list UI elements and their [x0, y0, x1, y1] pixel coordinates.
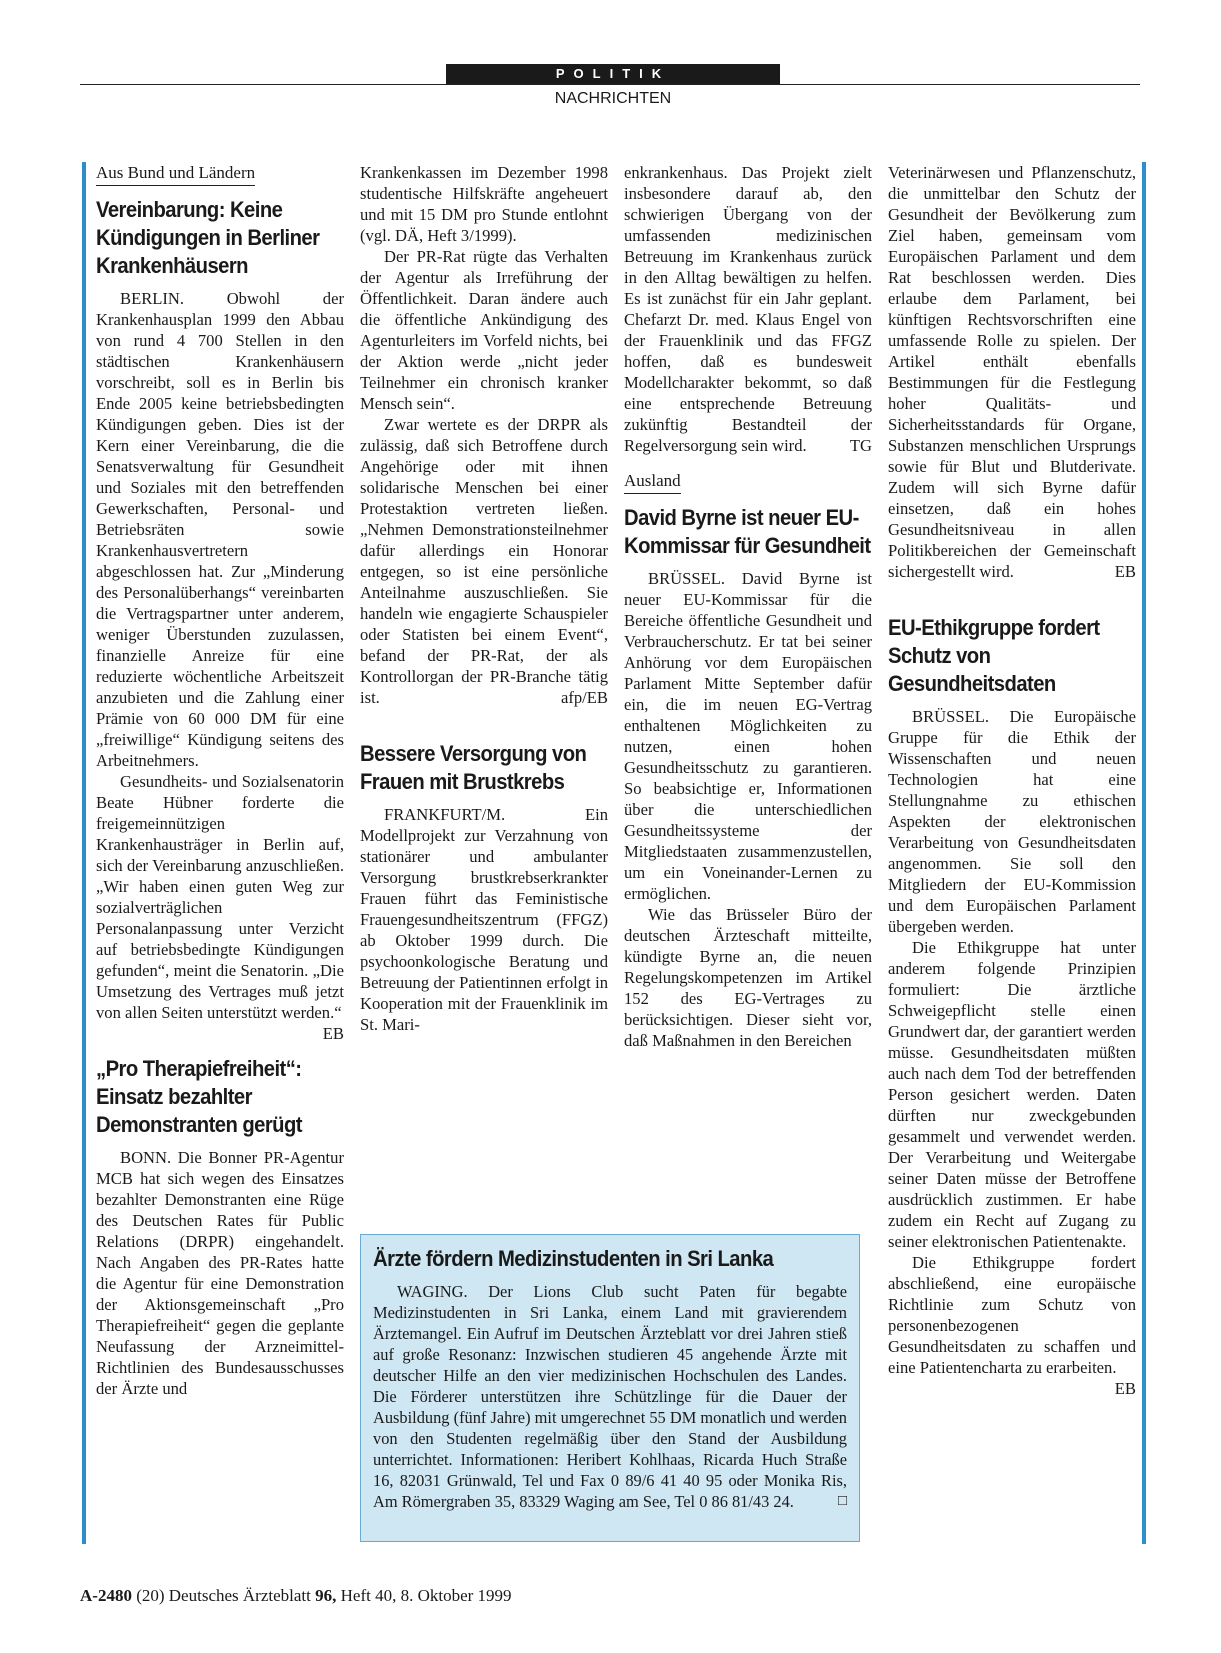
- article-bonn-p3: [360, 414, 608, 708]
- section-label: POLITIK: [446, 64, 780, 84]
- page-number: (20): [136, 1586, 165, 1605]
- signature: TG: [849, 436, 872, 455]
- page-footer: [80, 1586, 512, 1606]
- info-box-title: Ärzte fördern Medizinstudenten in Sri Lanka: [373, 1246, 774, 1271]
- column-4: [888, 162, 1136, 1399]
- info-box-body-text: WAGING. Der Lions Club sucht Paten für begabte Medizinstudenten in Sri Lanka, einem Land mit gravierendem Ärztemangel. Ein Aufruf im Deutschen Ärzteblatt vor drei Jahren stieß auf große Resonanz: Inzwischen studieren 45 angehende Ärzte mit deutscher Hilfe an den vier medizinischen Hochschulen des Landes. Die Förderer unterstützen ihre Schützlinge für die Dauer der Ausbildung (fünf Jahre) mit umgerechnet 55 DM monatlich und werden von den Studenten regelmäßig über den Stand der Ausbildung unterrichtet. Informationen: Heribert Kohlhaas, Ricarda Huch Straße 16, 82031 Grünwald, Tel und Fax 0 89/6 41 40 95 oder Monika Ris, Am Römergraben 35, 83329 Waging am See, Tel 0 86 81/43 24.: [373, 1282, 847, 1511]
- article-byrne-p2-cont: [888, 162, 1136, 582]
- journal-name: Deutsches Ärzteblatt: [168, 1586, 311, 1605]
- header-rule: [80, 84, 1140, 85]
- article-frankfurt-p1-cont: [624, 162, 872, 456]
- column-1: [96, 162, 344, 1399]
- article-byrne-p1: BRÜSSEL. David Byrne ist neuer EU-Kommissar für die Bereiche öffentliche Gesundheit und Verbraucherschutz. Er tat bei seiner Anhörung vor dem Europäischen Parlament Mitte September dafür ein, die im neuen EG-Vertrag enthaltenen Möglichkeiten zu nutzen, einen hohen Gesundheitsschutz zu garantieren. So beabsichtige er, Informationen über die unterschiedlichen Gesundheitssysteme der Mitgliedstaaten zusammenzustellen, um ein Voneinander-Lernen zu ermöglichen.: [624, 569, 872, 903]
- article-berlin-p1: BERLIN. Obwohl der Krankenhausplan 1999 den Abbau von rund 4 700 Stellen in den städtischen Krankenhäusern vorschreibt, soll es in Berlin bis Ende 2005 keine betriebsbedingten Kündigungen geben. Dies ist der Kern einer Vereinbarung, die die Senatsverwaltung für Gesundheit und Soziales mit den betreffenden Gewerkschaften, Personal- und Betriebsräten sowie Krankenhausvertretern abgeschlossen hat. Zur „Minderung des Personalüberhangs“ vereinbarten die Vertragspartner unter anderem, weniger Überstunden zuzulassen, finanzielle Anreize für eine reduzierte wöchentliche Arbeitszeit anzubieten und die Zahlung einer Prämie von 60 000 DM für eine „freiwillige“ Kündigung seitens des Arbeitnehmers.: [96, 289, 344, 770]
- article-ethik-p1: BRÜSSEL. Die Europäische Gruppe für die Ethik der Wissenschaften und neuen Technologien hat eine Stellungnahme zu ethischen Aspekten der elektronischen Verarbeitung von Gesundheitsdaten angenommen. Sie soll den Mitgliedern der EU-Kommission und dem Europäischen Parlament übergeben werden.: [888, 707, 1136, 936]
- article-byrne-cont-text: Veterinärwesen und Pflanzenschutz, die unmittelbar den Schutz der Gesundheit der Bevölkerung zum Ziel haben, gemeinsam vom Europäischen Parlament und dem Rat beschlossen werden. Dies erlaube dem Parlament, bei künftigen Rechtsvorschriften eine umfassende Rolle zu spielen. Der Artikel enthält ebenfalls Bestimmungen für die Festlegung hoher Qualitäts- und Sicherheitsstandards für Organe, Substanzen menschlichen Ursprungs sowie für Blut und Blutderivate. Zudem will sich Byrne dafür einsetzen, daß ein hohes Gesundheitsniveau in allen Politikbereichen der Gemeinschaft sichergestellt wird.: [888, 163, 1136, 581]
- end-mark-icon: □: [837, 1493, 847, 1509]
- journal-issue: Heft 40, 8. Oktober 1999: [340, 1586, 512, 1605]
- info-box-sri-lanka: [360, 1234, 860, 1542]
- column-2: [360, 162, 608, 1035]
- journal-volume: 96,: [315, 1586, 337, 1605]
- headline-berlin: Vereinbarung: Keine Kündigungen in Berliner Krankenhäusern: [96, 197, 320, 278]
- article-byrne-p2: Wie das Brüsseler Büro der deutschen Ärzteschaft mitteilte, kündigte Byrne an, die neuen Regelungskompetenzen im Artikel 152 des EG-Vertrages zu berücksichtigen. Dieser sieht vor, daß Maßnahmen in den Bereichen: [624, 905, 872, 1050]
- subsection-label: NACHRICHTEN: [554, 90, 672, 107]
- article-frankfurt-p1: FRANKFURT/M. Ein Modellprojekt zur Verzahnung von stationärer und ambulanter Versorgung brustkrebserkrankter Frauen führt das Feministische Frauengesundheitszentrum (FFGZ) ab Oktober 1999 durch. Die psychoonkologische Beratung und Betreuung der Patientinnen erfolgt in Kooperation mit der Frauenklinik im St. Mari-: [360, 805, 608, 1034]
- signature: EB: [322, 1024, 344, 1043]
- headline-brustkrebs: Bessere Versorgung von Frauen mit Brustkrebs: [360, 741, 587, 794]
- info-box-body: [373, 1281, 847, 1512]
- right-accent-rule: [1142, 162, 1146, 1544]
- headline-byrne: David Byrne ist neuer EU-Kommissar für Gesundheit: [624, 505, 871, 558]
- signature: EB: [1114, 1379, 1136, 1398]
- headline-ethikgruppe: EU-Ethikgruppe fordert Schutz von Gesundheitsdaten: [888, 615, 1100, 696]
- article-ethik-p3: [888, 1252, 1136, 1398]
- signature: EB: [1114, 562, 1136, 581]
- article-berlin-p2: [96, 771, 344, 1043]
- article-bonn-p1: BONN. Die Bonner PR-Agentur MCB hat sich wegen des Einsatzes bezahlter Demonstranten eine Rüge des Deutschen Rates für Public Relations (DRPR) eingehandelt. Nach Angaben des PR-Rates hatte die Agentur für eine Demonstration der Aktionsgemeinschaft „Pro Therapiefreiheit“ gegen die geplante Neufassung der Arzneimittel-Richtlinien des Bundesausschusses der Ärzte und: [96, 1148, 344, 1398]
- article-bonn-p2: Der PR-Rat rügte das Verhalten der Agentur als Irreführung der Öffentlichkeit. Daran ändere auch die öffentliche Ankündigung des Agenturleiters im Vorfeld nichts, bei der Aktion werde „nicht jeder Teilnehmer ein chronisch kranker Mensch sein“.: [360, 247, 608, 413]
- headline-therapiefreiheit: „Pro Therapiefreiheit“: Einsatz bezahlter Demonstranten gerügt: [96, 1056, 303, 1137]
- article-ethik-p2: Die Ethikgruppe hat unter anderem folgende Prinzipien formuliert: Die ärztliche Schweigepflicht stelle einen Grundwert dar, der garantiert werden müsse. Gesundheitsdaten müßten auch nach dem Tod der betreffenden Person gesichert werden. Daten dürften nur zweckgebunden gesammelt und verwendet werden. Der Verarbeitung und Weitergabe seiner Daten müsse der Betroffene ausdrücklich zustimmen. Er habe zudem ein Recht auf Zugang zu seiner elektronischen Patientenakte.: [888, 938, 1136, 1251]
- article-bonn-p3-text: Zwar wertete es der DRPR als zulässig, daß sich Betroffene durch Angehörige oder mit ihnen solidarische Menschen bei einer Protestaktion vertreten ließen. „Nehmen Demonstrationsteilnehmer dafür allerdings ein Honorar entgegen, so ist eine persönliche Anteilnahme auszuschließen. Sie handeln wie engagierte Schauspieler oder Statisten bei einem Event“, befand der PR-Rat, der als Kontrollorgan der PR-Branche tätig ist.: [360, 415, 608, 707]
- page-code: A-2480: [80, 1586, 132, 1605]
- article-bonn-p1-cont: Krankenkassen im Dezember 1998 studentische Hilfskräfte angeheuert und mit 15 DM pro Stunde entlohnt (vgl. DÄ, Heft 3/1999).: [360, 163, 608, 245]
- kicker-abroad: Ausland: [624, 470, 681, 494]
- article-ethik-p3-text: Die Ethikgruppe fordert abschließend, eine europäische Richtlinie zum Schutz von personenbezogenen Gesundheitsdaten zu schaffen und eine Patientencharta zu erarbeiten.: [888, 1253, 1136, 1377]
- signature: afp/EB: [560, 688, 608, 707]
- article-berlin-p2-text: Gesundheits- und Sozialsenatorin Beate Hübner forderte die freigemeinnützigen Krankenhausträger in Berlin auf, sich der Vereinbarung anzuschließen. „Wir haben einen guten Weg zur sozialverträglichen Personalanpassung unter Verzicht auf betriebsbedingte Kündigungen gefunden“, meint die Senatorin. „Die Umsetzung des Vertrages muß jetzt von allen Seiten unterstützt werden.“: [96, 772, 344, 1022]
- left-accent-rule: [82, 162, 86, 1544]
- kicker-domestic: Aus Bund und Ländern: [96, 162, 255, 186]
- article-frankfurt-cont-text: enkrankenhaus. Das Projekt zielt insbesondere darauf ab, den schwierigen Übergang von der umfassenden medizinischen Betreuung im Krankenhaus zurück in den Alltag bewältigen zu helfen. Es ist zunächst für ein Jahr geplant. Chefarzt Dr. med. Klaus Engel von der Frauenklinik und das FFGZ hoffen, daß es bundesweit Modellcharakter bekommt, so daß eine entsprechende Betreuung zukünftig Bestandteil der Regelversorgung sein wird.: [624, 163, 872, 455]
- column-3: [624, 162, 872, 1051]
